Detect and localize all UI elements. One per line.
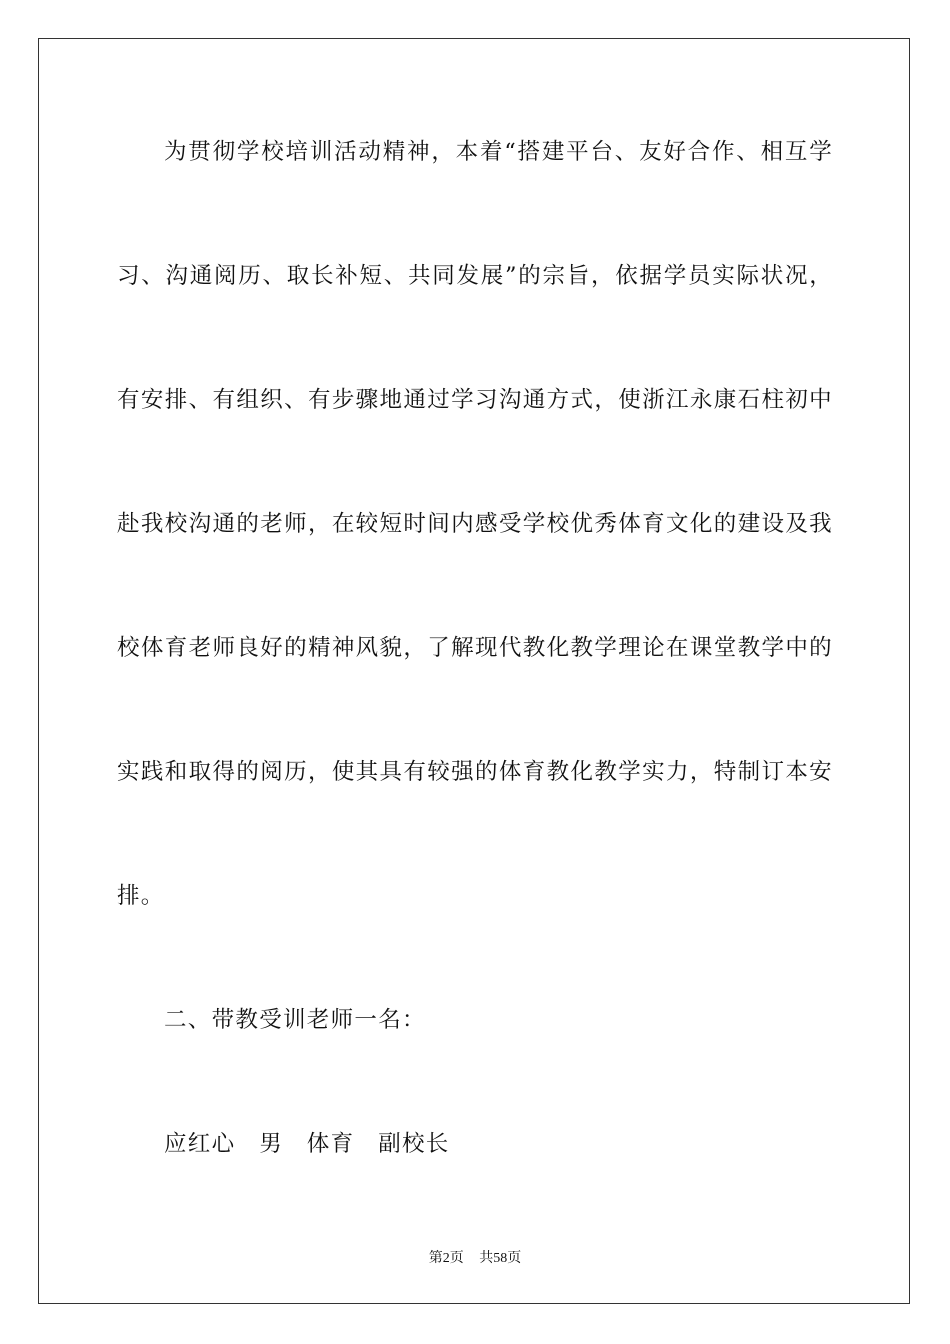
paragraph-purpose: 为贯彻学校培训活动精神，本着“搭建平台、友好合作、相互学习、沟通阅历、取长补短、共同发展”的宗旨，依据学员实际状况，有安排、有组织、有步骤地通过学习沟通方式，使浙江永康石柱初中赴我校沟通的老师，在较短时间内感受学校优秀体育文化的建设及我校体育老师良好的精神风貌，了解现代教化教学理论在课堂教学中的实践和取得的阅历，使其具有较强的体育教化教学实力，特制订本安排。 xyxy=(117,139,833,909)
page-total: 共58页 xyxy=(479,1251,522,1266)
section-heading: 二、带教受训老师一名： xyxy=(164,1007,426,1033)
document-body xyxy=(117,90,833,1206)
page-number: 第2页 xyxy=(428,1251,464,1266)
teacher-info-line: 应红心 男 体育 副校长 xyxy=(164,1131,450,1157)
page-footer xyxy=(0,1247,950,1267)
